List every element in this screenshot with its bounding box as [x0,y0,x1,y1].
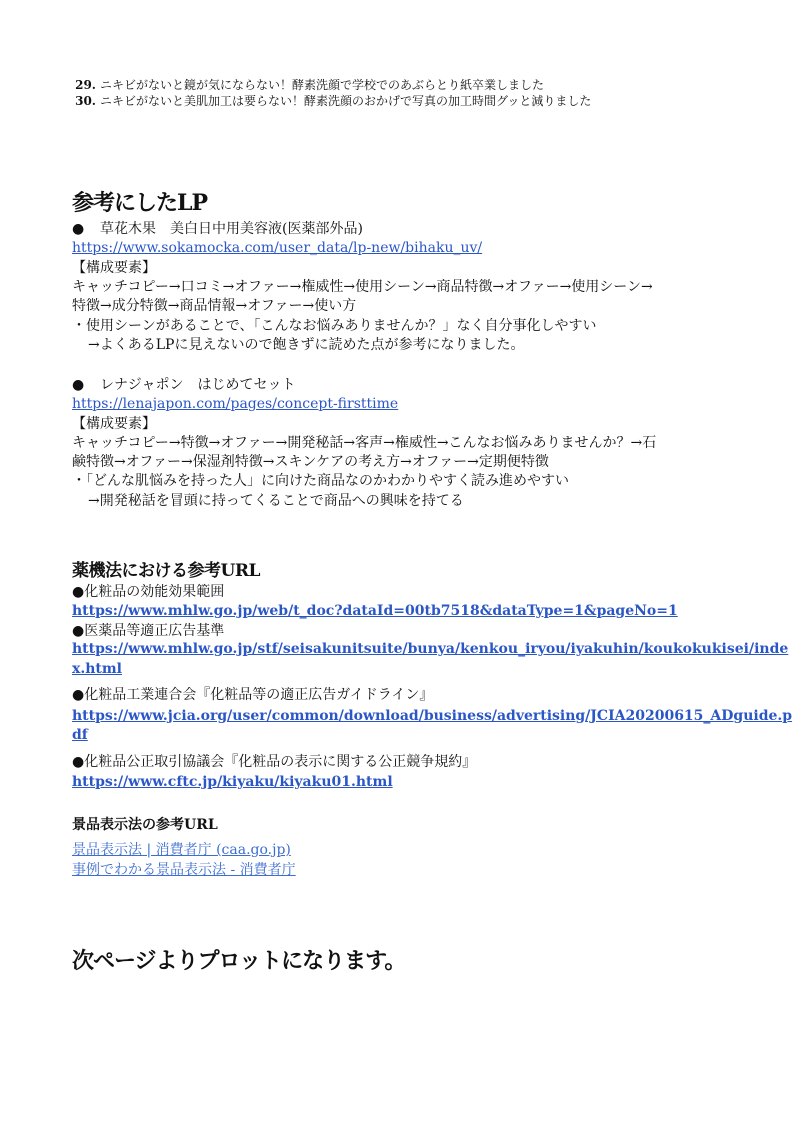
keihin-link-1[interactable]: 景品表示法 | 消費者庁 (caa.go.jp) [72,842,291,858]
list-item [72,77,544,93]
list-number: 29. [75,78,96,92]
ref-lp-heading: 参考にしたLP [72,190,208,216]
yakki-title-1: ●化粧品の効能効果範囲 [72,584,225,600]
list-item [72,93,591,109]
ref-lp-flow-2a: キャッチコピー→特徴→オファー→開発秘話→客声→権威性→こんなお悩みありませんか？→石 [72,435,657,451]
yakki-title-4: ●化粧品公正取引協議会『化粧品の表示に関する公正競争規約』 [72,754,477,770]
ref-lp-note-2b: →開発秘話を冒頭に持ってくることで商品への興味を持てる [88,493,464,509]
yakki-url-2-cont[interactable]: x.html [72,661,122,677]
ref-lp-flow-2b: 鹸特徴→オファー→保湿剤特徴→スキンケアの考え方→オファー→定期便特徴 [72,454,549,470]
yakki-title-2: ●医薬品等適正広告基準 [72,623,225,639]
yakki-url-3[interactable]: https://www.jcia.org/user/common/download/business/advertising/JCIA20200615_ADguide.p [72,708,793,724]
yakki-heading: 薬機法における参考URL [72,561,260,581]
ref-lp-note-1a: ・使用シーンがあることで、「こんなお悩みありませんか？」なく自分事化しやすい [72,318,597,334]
ref-lp-title-2: ● レナジャポン はじめてセット [72,377,296,393]
ref-lp-url-1[interactable]: https://www.sokamocka.com/user_data/lp-new/bihaku_uv/ [72,240,483,256]
ref-lp-note-2a: ・「どんな肌悩みを持った人」に向けた商品なのかわかりやすく読み進めやすい [72,473,569,489]
list-number: 30. [75,94,96,108]
ref-lp-label-1: 【構成要素】 [72,260,156,276]
yakki-url-3-cont[interactable]: df [72,727,88,743]
keihin-heading: 景品表示法の参考URL [72,817,218,833]
ref-lp-url-2[interactable]: https://lenajapon.com/pages/concept-firsttime [72,396,399,412]
yakki-url-2[interactable]: https://www.mhlw.go.jp/stf/seisakunitsuite/bunya/kenkou_iryou/iyakuhin/koukokukisei/inde [72,641,789,657]
ref-lp-note-1b: →よくあるLPに見えないので飽きずに読めた点が参考になりました。 [88,337,525,353]
ref-lp-flow-1a: キャッチコピー→口コミ→オファー→権威性→使用シーン→商品特徴→オファー→使用シーン→ [72,279,653,295]
ref-lp-label-2: 【構成要素】 [72,416,156,432]
yakki-title-3: ●化粧品工業連合会『化粧品等の適正広告ガイドライン』 [72,687,434,703]
yakki-url-4[interactable]: https://www.cftc.jp/kiyaku/kiyaku01.html [72,774,393,790]
list-text: ニキビがないと美肌加工は要らない！酵素洗顔のおかげで写真の加工時間グッと減りました [100,94,592,108]
next-page-notice: 次ページよりプロットになります。 [72,948,406,974]
keihin-link-2[interactable]: 事例でわかる景品表示法 - 消費者庁 [72,862,296,878]
ref-lp-flow-1b: 特徴→成分特徴→商品情報→オファー→使い方 [72,298,357,314]
ref-lp-title-1: ● 草花木果 美白日中用美容液(医薬部外品) [72,221,363,237]
list-text: ニキビがないと鏡が気にならない！酵素洗顔で学校でのあぶらとり紙卒業しました [100,78,545,92]
yakki-url-1[interactable]: https://www.mhlw.go.jp/web/t_doc?dataId=00tb7518&dataType=1&pageNo=1 [72,603,678,619]
